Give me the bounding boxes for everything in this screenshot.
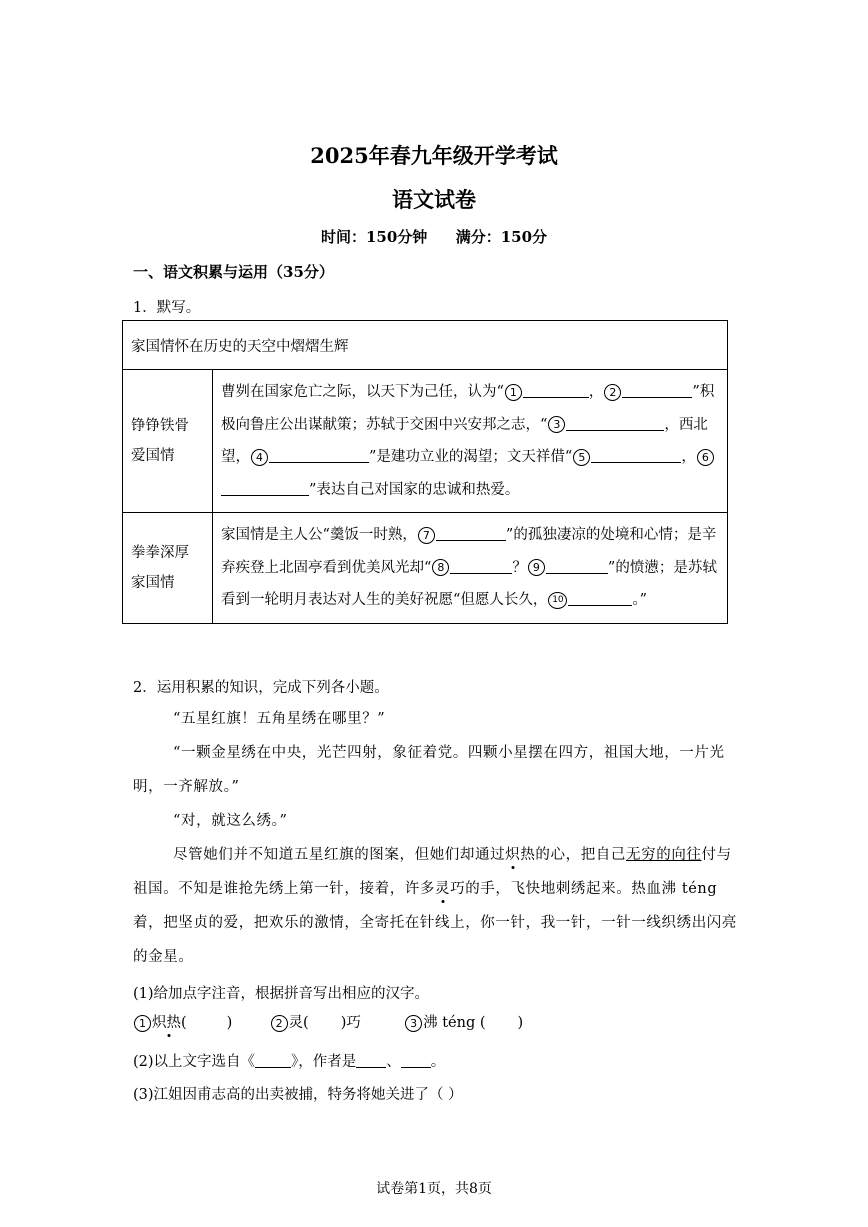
text-segment: (2)以上文字选自《 <box>133 1054 256 1070</box>
blank-number-icon: 9 <box>528 559 545 576</box>
text-segment: ”是建功立业的渴望；文天祥借“ <box>369 449 573 465</box>
text-segment: 。 <box>430 1054 446 1070</box>
fill-blank[interactable] <box>566 415 664 431</box>
text-segment: ”表达自己对国家的忠诚和热爱。 <box>309 481 520 498</box>
fill-blank[interactable] <box>591 448 681 464</box>
sub-question-1-items <box>133 1011 753 1032</box>
fill-blank[interactable] <box>221 480 309 496</box>
fill-blank[interactable] <box>356 1053 386 1069</box>
blank-number-icon: 5 <box>573 449 590 466</box>
fill-blank[interactable] <box>436 526 506 542</box>
row-label-line: 家国情 <box>131 574 175 591</box>
row-label-2 <box>123 513 213 624</box>
text-segment: 》，作者是 <box>291 1054 357 1070</box>
item-number-icon: 1 <box>134 1015 151 1032</box>
sub-question-3: (3)江姐因甫志高的出卖被捕，特务将她关进了（ ） <box>133 1087 463 1103</box>
exam-title: 2025年春九年级开学考试 <box>310 143 558 168</box>
blank-number-icon: 7 <box>418 527 435 544</box>
table-header: 家国情怀在历史的天空中熠熠生辉 <box>123 321 728 370</box>
text-segment: 、 <box>386 1054 401 1070</box>
text-segment: 。” <box>632 592 648 608</box>
item-number-icon: 3 <box>405 1015 422 1032</box>
text-segment: 付与祖国。不知是谁抢先绣上第一针，接着，许多 <box>133 847 732 897</box>
section-heading: 一、语文积累与运用（35分） <box>133 263 334 281</box>
underlined-phrase: 无穷的向往 <box>626 847 702 863</box>
answer-item-2b: )巧 <box>340 1015 361 1031</box>
answer-item-2: 灵( <box>288 1015 309 1031</box>
fill-blank[interactable] <box>622 383 692 399</box>
fill-blank[interactable] <box>523 383 589 399</box>
text-segment: ”的孤独凄凉的处境和心情；是辛弃疾登上北固亭看到优美风光却“ <box>221 527 717 576</box>
text-segment: ”积极向鲁庄公出谋献策；苏轼于交困中兴安邦之志，“ <box>221 384 715 433</box>
score-label: 满分：150分 <box>455 228 548 246</box>
passage-line-3: “对，就这么绣。” <box>173 813 288 829</box>
text-segment: ？ <box>512 559 527 576</box>
exam-meta <box>0 226 868 247</box>
text-segment: 曹刿在国家危亡之际，以天下为己任，认为“ <box>221 384 504 400</box>
dotted-char: 炽 <box>505 847 521 863</box>
dotted-char: 灵 <box>435 881 451 897</box>
item-number-icon: 2 <box>271 1015 288 1032</box>
row-label-line: 铮铮铁骨 <box>131 418 189 434</box>
text-segment: 巧的手，飞快地刺绣起来。热血沸 téng 着，把坚贞的爱，把欢乐的激情，全寄托在针线上，你一针，我一针，一针一线织绣出闪亮的金星。 <box>133 881 737 965</box>
answer-item-1: 炽热( <box>152 1015 187 1031</box>
fill-blank[interactable] <box>255 1053 291 1069</box>
question-1-label: 1．默写。 <box>133 300 201 316</box>
answer-item-3: 沸 téng ( <box>423 1015 486 1031</box>
text-segment: ”的愤懑；是苏轼看到一轮明月表达对人生的美好祝愿“但愿人长久， <box>221 559 717 608</box>
row-label-line: 爱国情 <box>131 448 175 464</box>
sub-question-2 <box>133 1050 445 1071</box>
sub-question-1: (1)给加点字注音，根据拼音写出相应的汉字。 <box>133 986 430 1002</box>
fill-blank[interactable] <box>568 591 632 607</box>
text-segment: ，西北望， <box>221 416 708 465</box>
row-content-2 <box>213 513 728 624</box>
blank-number-icon: 1 <box>505 384 522 401</box>
paren: ) <box>517 1015 524 1031</box>
text-segment: 家国情是主人公“羹饭一时熟， <box>221 527 417 543</box>
text-segment: ， <box>588 384 604 400</box>
passage-line-1: “五星红旗！五角星绣在哪里？” <box>173 711 386 727</box>
text-segment: ， <box>681 449 696 465</box>
blank-number-icon: 2 <box>604 384 621 401</box>
text-segment: 尽管她们并不知道五星红旗的图案，但她们却通过 <box>173 847 506 863</box>
passage-line-2: “一颗金星绣在中央，光芒四射，象征着党。四颗小星摆在四方，祖国大地，一片光明，一齐解放。” <box>133 745 725 795</box>
text-segment: 热的心，把自己 <box>520 847 627 863</box>
row-content-1 <box>213 370 728 513</box>
blank-number-icon: 10 <box>548 592 567 609</box>
blank-number-icon: 6 <box>697 449 714 466</box>
page-footer: 试卷第1页，共8页 <box>376 1181 492 1197</box>
blank-number-icon: 4 <box>251 449 268 466</box>
row-label-1 <box>123 370 213 513</box>
time-label: 时间：150分钟 <box>320 228 428 246</box>
fill-blank[interactable] <box>546 558 608 574</box>
blank-number-icon: 3 <box>548 416 565 433</box>
fill-blank[interactable] <box>401 1053 431 1069</box>
fill-blank[interactable] <box>450 558 512 574</box>
exam-subtitle: 语文试卷 <box>392 187 476 212</box>
paren: ) <box>226 1015 233 1031</box>
blank-number-icon: 8 <box>432 559 449 576</box>
question-2-label: 2．运用积累的知识，完成下列各小题。 <box>133 680 389 696</box>
dictation-table <box>122 320 728 624</box>
row-label-line: 拳拳深厚 <box>131 544 189 561</box>
passage-paragraph <box>133 838 741 974</box>
fill-blank[interactable] <box>269 448 369 464</box>
